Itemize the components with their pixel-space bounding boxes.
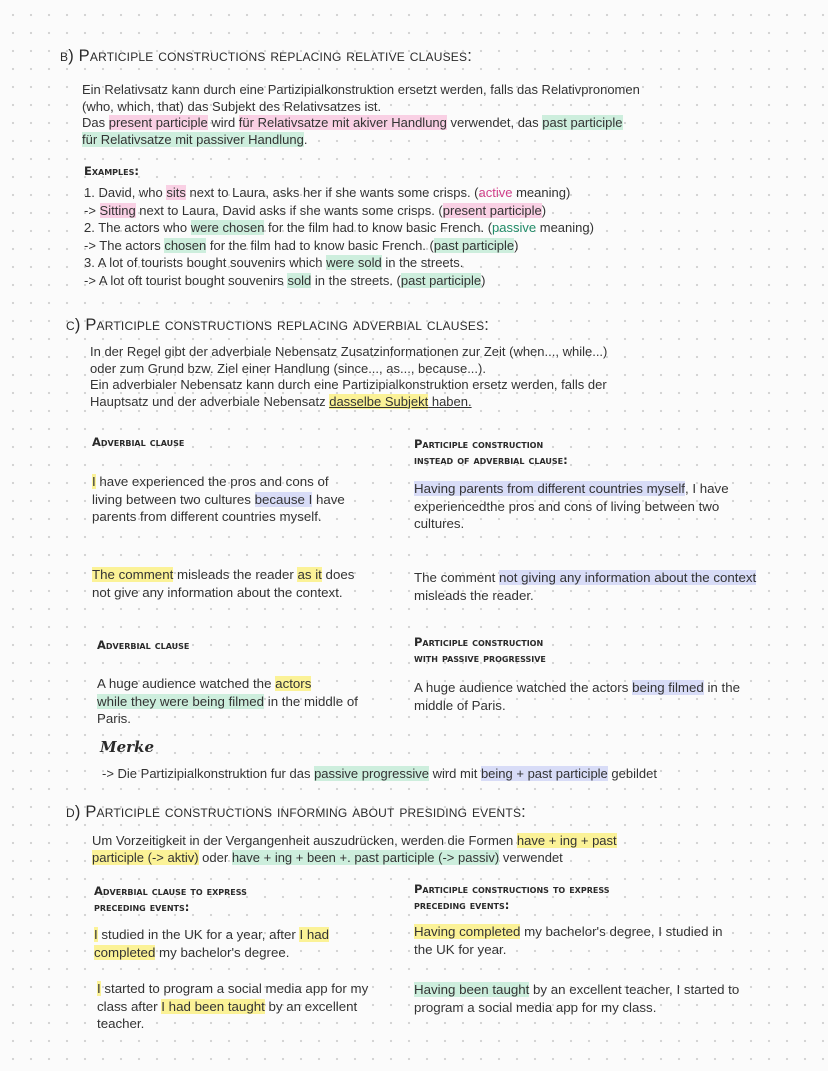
examples-heading: Examples: — [84, 164, 139, 178]
adverbial-preceding-heading: Adverbial clause to express preceding events: — [94, 884, 247, 914]
section-b-title: b) Participle constructions replacing relative clauses: — [60, 47, 472, 65]
intro-line: Das present participle wird für Relativsatze mit akiver Handlung verwendet, das past participle — [82, 115, 623, 130]
example-line: -> Sitting next to Laura, David asks if she wants some crisps. (present participle) — [84, 202, 547, 218]
participle-example-3: A huge audience watched the actors being filmed in the middle of Paris. — [414, 680, 741, 713]
preceding-participle-example-2: Having been taught by an excellent teacher, I started to program a social media app for my class. — [414, 982, 740, 1015]
intro-line: oder zum Grund bzw. Ziel einer Handlung (since..., as..., because...). — [90, 360, 486, 376]
example-line: 3. A lot of tourists bought souvenirs which were sold in the streets. — [84, 255, 464, 270]
section-c-title: c) Participle constructions replacing adverbial clauses: — [66, 316, 490, 334]
adverbial-clause-heading: Adverbial clause — [97, 638, 190, 652]
section-c-intro — [90, 344, 810, 410]
participle-preceding-heading: Participle constructions to express preceding events: — [414, 882, 610, 912]
section-b-intro — [82, 82, 802, 148]
intro-line: In der Regel gibt der adverbiale Nebensatz Zusatzinformationen zur Zeit (when..., while...) — [90, 344, 608, 359]
section-d-title: d) Participle constructions informing about presiding events: — [66, 803, 526, 821]
preceding-participle-example-1: Having completed my bachelor's degree, I studied in the UK for year. — [414, 924, 723, 957]
examples-list — [84, 184, 804, 289]
example-line: 1. David, who sits next to Laura, asks her if she wants some crisps. (active meaning) — [84, 185, 571, 200]
intro-line: Ein adverbialer Nebensatz kann durch eine Partizipialkonstruktion ersetz werden, falls der — [90, 377, 607, 392]
participle-example-1: Having parents from different countries myself, I have experiencedthe pros and cons of living between two cultures. — [414, 481, 729, 531]
example-line: -> A lot oft tourist bought souvenirs sold in the streets. (past participle) — [84, 272, 486, 288]
intro-line: participle (-> aktiv) oder have + ing + been +. past participle (-> passiv) verwendet — [92, 849, 563, 865]
adverbial-example-2: The comment misleads the reader as it does not give any information about the context. — [92, 567, 355, 600]
participle-construction-heading: Participle construction with passive progressive — [414, 635, 546, 665]
preceding-adverbial-example-2: I started to program a social media app for my class after I had been taught by an excellent teacher. — [97, 981, 369, 1031]
intro-line: (who, which, that) das Subjekt des Relativsatzes ist. — [82, 98, 382, 114]
intro-line: Ein Relativsatz kann durch eine Partizipialkonstruktion ersetzt werden, falls das Relativpronomen — [82, 82, 640, 97]
section-d-intro — [92, 833, 812, 866]
participle-example-2: The comment not giving any information about the context misleads the reader. — [414, 570, 757, 603]
intro-line: Hauptsatz und der adverbiale Nebensatz dasselbe Subjekt haben. — [90, 393, 472, 409]
merke-heading: Merke — [100, 738, 154, 756]
adverbial-clause-heading: Adverbial clause — [92, 435, 185, 449]
adverbial-example-3: A huge audience watched the actors while they were being filmed in the middle of Paris. — [97, 676, 358, 726]
preceding-adverbial-example-1: I studied in the UK for a year, after I had completed my bachelor's degree. — [94, 927, 330, 960]
example-line: -> The actors chosen for the film had to know basic French. (past participle) — [84, 237, 519, 253]
adverbial-example-1: I have experienced the pros and cons of living between two cultures because I have parents from different countries myself. — [92, 474, 345, 524]
participle-construction-heading: Participle construction instead of adverbial clause: — [414, 437, 568, 467]
intro-line: Um Vorzeitigkeit in der Vergangenheit auszudrücken, werden die Formen have + ing + past — [92, 833, 617, 848]
merke-note: -> Die Partizipialkonstruktion fur das passive progressive wird mit being + past participle gebildet — [102, 766, 657, 781]
intro-line: für Relativsatze mit passiver Handlung. — [82, 131, 308, 147]
example-line: 2. The actors who were chosen for the film had to know basic French. (passive meaning) — [84, 220, 594, 235]
